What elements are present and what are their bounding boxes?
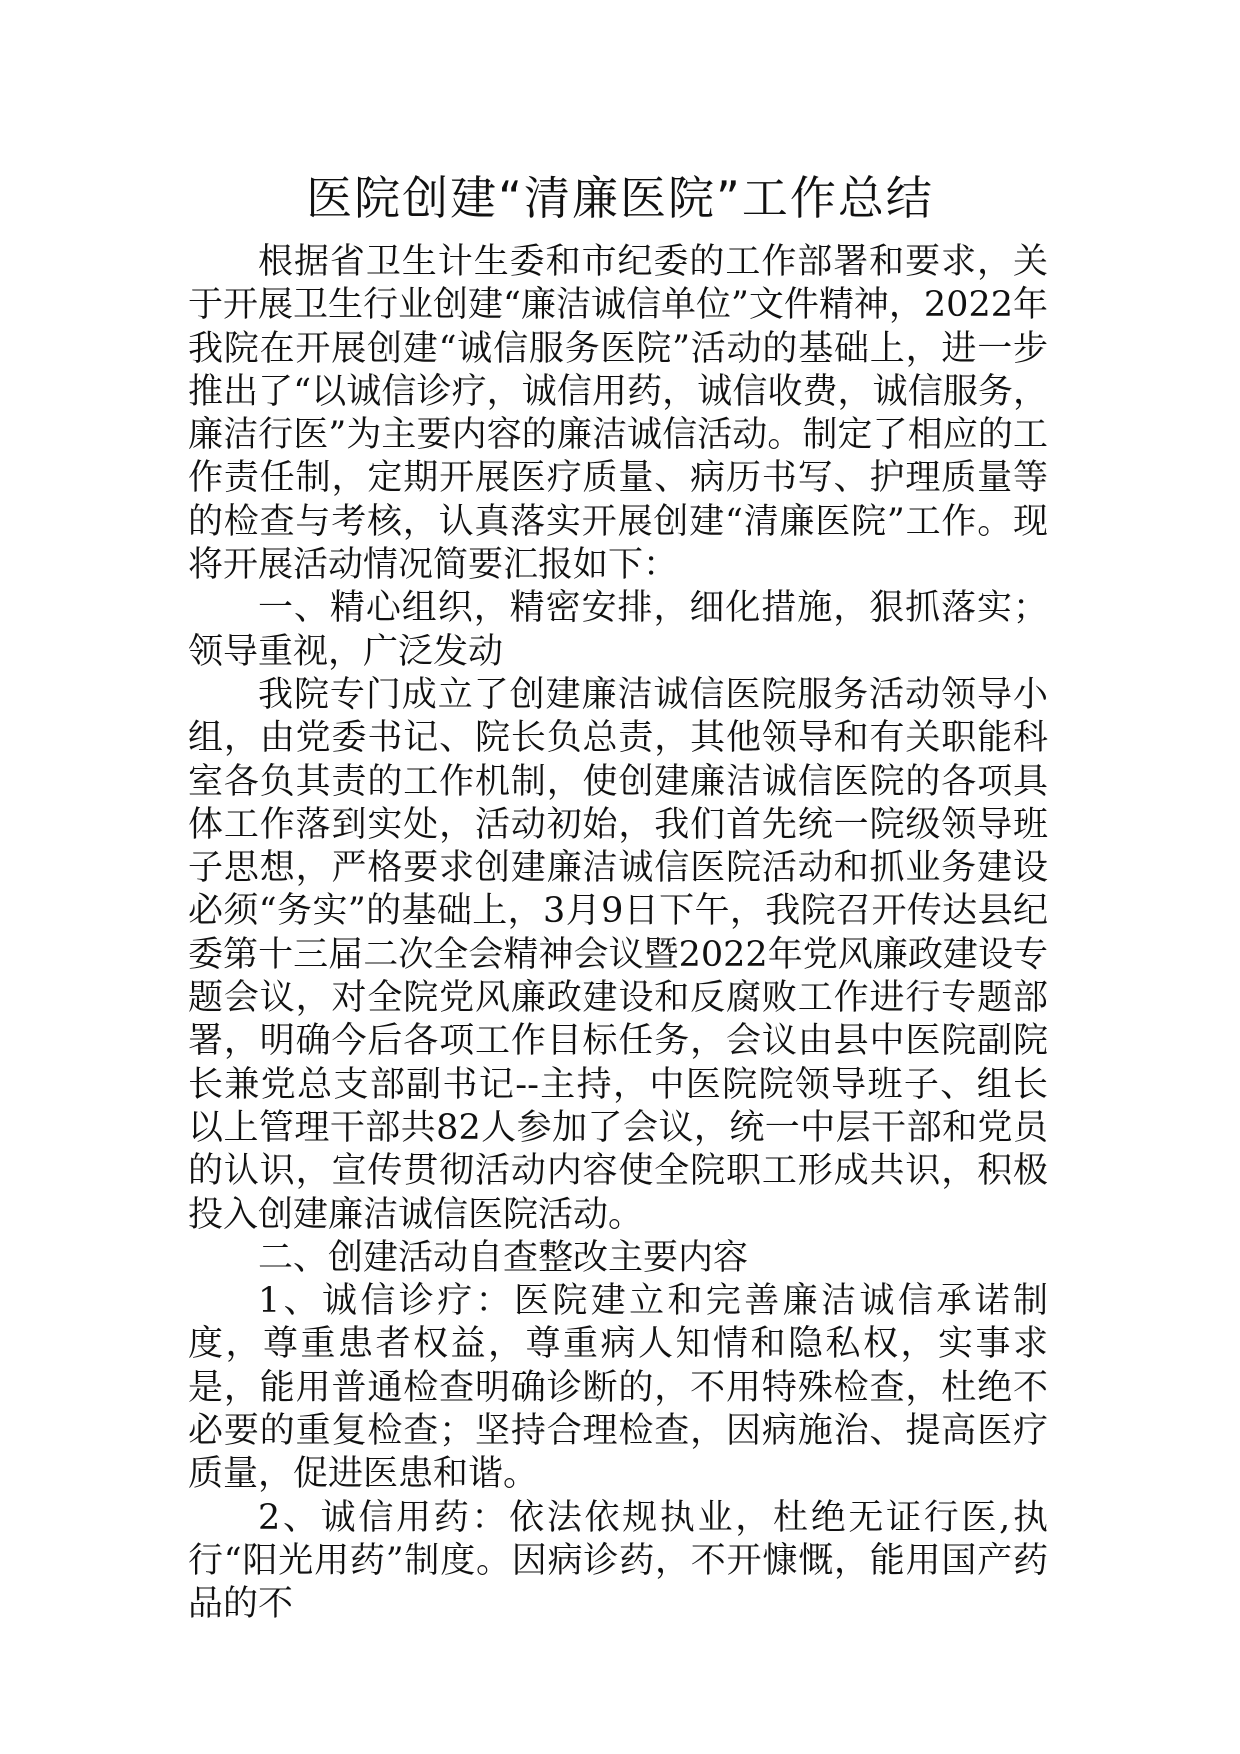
section-heading-2: 二、创建活动自查整改主要内容 (258, 1237, 749, 1278)
intro-paragraph: 根据省卫生计生委和市纪委的工作部署和要求，关于开展卫生行业创建“廉洁诚信单位”文件精神，2022年我院在开展创建“诚信服务医院”活动的基础上，进一步推出了“以诚信诊疗，诚信用药，诚信收费，诚信服务，廉洁行医”为主要内容的廉洁诚信活动。制定了相应的工作责任制，定期开展医疗质量、病历书写、护理质量等的检查与考核，认真落实开展创建“清廉医院”工作。现将开展活动情况简要汇报如下： (188, 242, 1048, 586)
document-body (188, 241, 1048, 1627)
section-heading-1: 一、精心组织，精密安排，细化措施，狠抓落实；领导重视，广泛发动 (188, 588, 1048, 672)
item-2-paragraph: 2、诚信用药：依法依规执业，杜绝无证行医,执行“阳光用药”制度。因病诊药，不开慷慨，能用国产药品的不 (188, 1497, 1048, 1625)
item-1-paragraph: 1、诚信诊疗：医院建立和完善廉洁诚信承诺制度，尊重患者权益，尊重病人知情和隐私权，实事求是，能用普通检查明确诊断的，不用特殊检查，杜绝不必要的重复检查；坚持合理检查，因病施治、提高医疗质量，促进医患和谐。 (188, 1281, 1048, 1495)
document-title: 医院创建“清廉医院”工作总结 (306, 171, 934, 225)
section-1-paragraph: 我院专门成立了创建廉洁诚信医院服务活动领导小组，由党委书记、院长负总责，其他领导和有关职能科室各负其责的工作机制，使创建廉洁诚信医院的各项具体工作落到实处，活动初始，我们首先统一院级领导班子思想，严格要求创建廉洁诚信医院活动和抓业务建设必须“务实”的基础上，3月9日下午，我院召开传达县纪委第十三届二次全会精神会议暨2022年党风廉政建设专题会议，对全院党风廉政建设和反腐败工作进行专题部署，明确今后各项工作目标任务，会议由县中医院副院长兼党总支部副书记--主持，中医院院领导班子、组长以上管理干部共82人参加了会议，统一中层干部和党员的认识，宣传贯彻活动内容使全院职工形成共识，积极投入创建廉洁诚信医院活动。 (188, 674, 1048, 1235)
